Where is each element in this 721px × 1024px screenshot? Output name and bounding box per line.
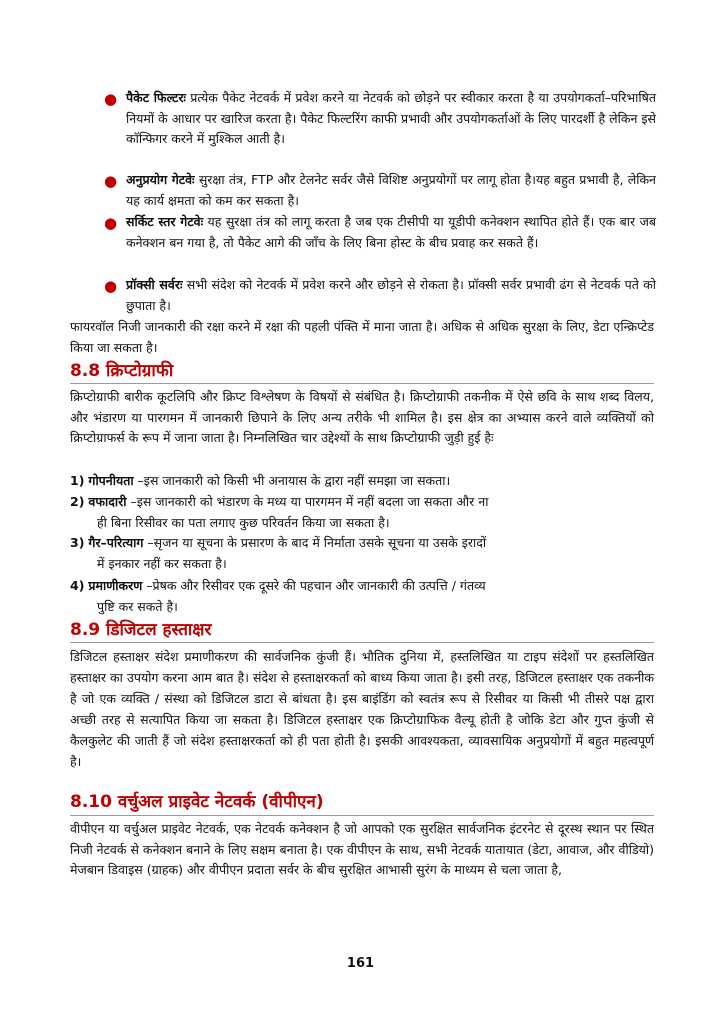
bullet-text: प्रत्येक पैकेट नेटवर्क में प्रवेश करने या नेटवर्क को छोड़ने पर स्वीकार करता है या उपयोगकर्ता–परिभाषित नियमों के आधार पर खारिज करता है। पैकेट फिल्टरिंग काफी प्रभावी और उपयोगकर्ताओं के लिए पारदर्शी है लेकिन इसे कॉन्फिगर करने में मुश्किल आती है। bbox=[126, 90, 656, 146]
item-text-continued: पुष्टि कर सकते है। bbox=[97, 598, 178, 614]
item-text: –सृजन या सूचना के प्रसारण के बाद में निर्माता उसके सूचना या उसके इरादों bbox=[143, 535, 487, 550]
item-term: वफादारी bbox=[88, 494, 127, 509]
heading-rule bbox=[70, 383, 654, 384]
item-text: –इस जानकारी को किसी भी अनायास के द्वारा नहीं समझा जा सकता। bbox=[133, 473, 451, 488]
bullet-term: पैकेट फिल्टरः bbox=[126, 90, 186, 105]
vpn-paragraph: वीपीएन या वर्चुअल प्राइवेट नेटवर्क, एक नेटवर्क कनेक्शन है जो आपको एक सुरक्षित सार्वजनिक इंटरनेट से दूरस्थ स्थान पर स्थित निजी नेटवर्क से कनेक्शन बनाने के लिए सक्षम बनाता है। एक वीपीएन के साथ, सभी नेटवर्क यातायात (डेटा, आवाज, और वीडियो) मेजबान डिवाइस (ग्राहक) और वीपीएन प्रदाता सर्वर के बीच सुरक्षित आभासी सुरंग के माध्यम से चला जाता है, bbox=[70, 821, 654, 877]
item-number: 1) bbox=[70, 473, 85, 488]
objective-item bbox=[70, 471, 654, 492]
heading-rule bbox=[70, 815, 654, 816]
objective-item bbox=[70, 576, 654, 617]
page-number: 161 bbox=[346, 956, 375, 971]
bullet-application-gateway bbox=[104, 170, 656, 211]
bullet-term: प्रॉक्सी सर्वरः bbox=[126, 277, 183, 292]
digital-signature-paragraph: डिजिटल हस्ताक्षर संदेश प्रमाणीकरण की सार्वजनिक कुंजी हैं। भौतिक दुनिया में, हस्तलिखित या टाइप संदेशों पर हस्तलिखित हस्ताक्षर का उपयोग करना आम बात है। संदेश से हस्ताक्षरकर्ता को बाध्य किया जाता है। इसी तरह, डिजिटल हस्ताक्षर एक तकनीक है जो एक व्यक्ति / संस्था को डिजिटल डाटा से बांधता है। इस बाइंडिंग को स्वतंत्र रूप से रिसीवर या किसी भी तीसरे पक्ष द्वारा अच्छी तरह से सत्यापित किया जा सकता है। डिजिटल हस्ताक्षर एक क्रिप्टोग्राफिक वैल्यू होती है जोकि डेटा और गुप्त कुंजी से कैलकुलेट की जाती हैं जो संदेश हस्ताक्षरकर्ता को ही पता होती है। इसकी आवश्यकता, व्यावसायिक अनुप्रयोगों में बहुत महत्वपूर्ण है। bbox=[70, 649, 654, 769]
heading-cryptography: 8.8 क्रिप्टोग्राफी bbox=[70, 361, 174, 381]
bullet-proxy-server bbox=[104, 275, 656, 316]
item-text: –प्रेषक और रिसीवर एक दूसरे की पहचान और जानकारी की उत्पत्ति / गंतव्य bbox=[142, 578, 486, 593]
item-text-continued: में इनकार नहीं कर सकता है। bbox=[97, 555, 227, 571]
item-text: –इस जानकारी को भंडारण के मध्य या पारगमन में नहीं बदला जा सकता और ना bbox=[126, 494, 489, 509]
objective-item bbox=[70, 533, 654, 574]
cryptography-paragraph: क्रिप्टोग्राफी बारीक कूटलिपि और क्रिप्ट विश्लेषण के विषयों से संबंधित है। क्रिप्टोग्राफी तकनीक में ऐसे छवि के साथ शब्द विलय, और भंडारण या पारगमन में जानकारी छिपाने के लिए अन्य तरीके भी शामिल है। इस क्षेत्र का अभ्यास करने वाले व्यक्तियों को क्रिप्टोग्राफर्स के रूप में जाना जाता है। निम्नलिखित चार उद्देश्यों के साथ क्रिप्टोग्राफी जुड़ी हुई हैः bbox=[70, 389, 654, 445]
item-text-continued: ही बिना रिसीवर का पता लगाए कुछ परिवर्तन किया जा सकता है। bbox=[97, 514, 390, 530]
heading-digital-signature: 8.9 डिजिटल हस्ताक्षर bbox=[70, 620, 212, 640]
bullet-text: सुरक्षा तंत्र, FTP और टेलनेट सर्वर जैसे विशिष्ट अनुप्रयोगों पर लागू होता है।यह बहुत प्रभावी है, लेकिन यह कार्य क्षमता को कम कर सकता है। bbox=[126, 172, 656, 208]
bullet-icon: ● bbox=[104, 172, 118, 190]
bullet-packet-filter bbox=[104, 88, 656, 150]
firewall-paragraph: फायरवॉल निजी जानकारी की रक्षा करने में रक्षा की पहली पंक्ति में माना जाता है। अधिक से अधिक सुरक्षा के लिए, डेटा एन्क्रिप्टेड किया जा सकता है। bbox=[70, 319, 654, 355]
bullet-icon: ● bbox=[104, 277, 118, 295]
bullet-term: सर्किट स्तर गेटवेः bbox=[126, 214, 204, 229]
item-number: 2) bbox=[70, 494, 85, 509]
bullet-circuit-gateway bbox=[104, 212, 656, 253]
heading-vpn: 8.10 वर्चुअल प्राइवेट नेटवर्क (वीपीएन) bbox=[70, 792, 324, 812]
heading-rule bbox=[70, 642, 654, 643]
item-term: प्रमाणीकरण bbox=[88, 578, 143, 593]
objective-item bbox=[70, 492, 654, 533]
bullet-text: सभी संदेश को नेटवर्क में प्रवेश करने और छोड़ने से रोकता है। प्रॉक्सी सर्वर प्रभावी ढंग से नेटवर्क पते को छुपाता है। bbox=[126, 277, 656, 313]
item-number: 3) bbox=[70, 535, 85, 550]
item-term: गोपनीयता bbox=[88, 473, 134, 488]
bullet-term: अनुप्रयोग गेटवेः bbox=[126, 172, 195, 187]
bullet-icon: ● bbox=[104, 90, 118, 108]
bullet-icon: ● bbox=[104, 214, 118, 232]
item-number: 4) bbox=[70, 578, 85, 593]
bullet-text: यह सुरक्षा तंत्र को लागू करता है जब एक टीसीपी या यूडीपी कनेक्शन स्थापित होते हैं। एक बार जब कनेक्शन बन गया है, तो पैकेट आगे की जाँच के लिए बिना होस्ट के बीच प्रवाह कर सकते हैं। bbox=[126, 214, 656, 250]
item-term: गैर–परित्याग bbox=[88, 535, 144, 550]
